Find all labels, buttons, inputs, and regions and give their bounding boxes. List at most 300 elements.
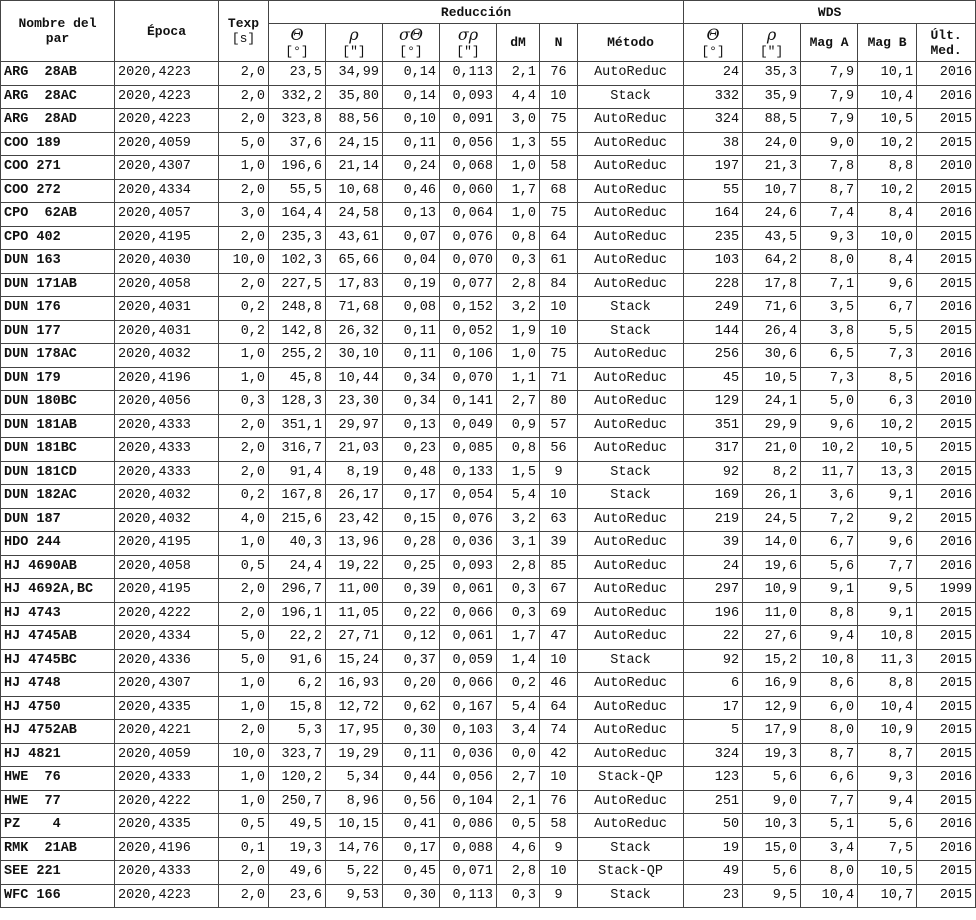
last-measurement-cell: 2016 [917,767,976,791]
method-cell: AutoReduc [578,273,684,297]
wds-rho-cell: 12,9 [743,696,801,720]
header-wds-group: WDS [684,1,976,24]
sigma-rho-cell: 0,052 [440,320,497,344]
rho-cell: 21,14 [326,156,383,180]
epoch-cell: 2020,4195 [115,226,219,250]
sigma-theta-cell: 0,56 [383,790,440,814]
method-cell: AutoReduc [578,673,684,697]
header-dm: dM [497,24,540,62]
header-reduction-group: Reducción [269,1,684,24]
delta-mag-cell: 2,8 [497,555,540,579]
wds-theta-cell: 249 [684,297,743,321]
sigma-rho-cell: 0,093 [440,85,497,109]
theta-cell: 142,8 [269,320,326,344]
exposure-time-cell: 0,1 [219,837,269,861]
wds-theta-unit: [°] [701,43,725,59]
sigma-theta-cell: 0,11 [383,344,440,368]
method-cell: AutoReduc [578,626,684,650]
sigma-rho-cell: 0,091 [440,109,497,133]
header-n: N [540,24,578,62]
epoch-cell: 2020,4058 [115,273,219,297]
epoch-cell: 2020,4307 [115,156,219,180]
rho-cell: 23,42 [326,508,383,532]
n-frames-cell: 67 [540,579,578,603]
sigma-rho-cell: 0,071 [440,861,497,885]
epoch-cell: 2020,4336 [115,649,219,673]
mag-b-cell: 7,5 [858,837,917,861]
sigma-theta-cell: 0,25 [383,555,440,579]
sigma-rho-cell: 0,066 [440,673,497,697]
delta-mag-cell: 1,0 [497,156,540,180]
mag-b-cell: 10,4 [858,696,917,720]
last-measurement-cell: 2015 [917,861,976,885]
header-exposure-time [219,1,269,62]
rho-cell: 8,96 [326,790,383,814]
wds-theta-cell: 92 [684,461,743,485]
theta-cell: 49,6 [269,861,326,885]
method-cell: Stack [578,320,684,344]
header-theta [269,24,326,62]
rho-cell: 19,29 [326,743,383,767]
pair-name-cell: DUN 178AC [1,344,115,368]
last-measurement-cell: 2015 [917,320,976,344]
n-frames-cell: 58 [540,156,578,180]
epoch-cell: 2020,4334 [115,626,219,650]
delta-mag-cell: 1,5 [497,461,540,485]
last-measurement-cell: 2016 [917,367,976,391]
last-measurement-cell: 2015 [917,602,976,626]
exposure-time-cell: 1,0 [219,673,269,697]
sigma-theta-cell: 0,17 [383,837,440,861]
sigma-rho-cell: 0,133 [440,461,497,485]
pair-name-cell: ARG 28AB [1,62,115,86]
epoch-cell: 2020,4032 [115,344,219,368]
sigma-rho-cell: 0,088 [440,837,497,861]
mag-a-cell: 7,7 [801,790,858,814]
pair-name-cell: DUN 182AC [1,485,115,509]
wds-rho-cell: 21,3 [743,156,801,180]
mag-a-cell: 8,7 [801,179,858,203]
n-frames-cell: 56 [540,438,578,462]
rho-cell: 19,22 [326,555,383,579]
header-sigma-theta [383,24,440,62]
delta-mag-cell: 0,3 [497,579,540,603]
wds-theta-cell: 24 [684,62,743,86]
epoch-cell: 2020,4058 [115,555,219,579]
sigma-rho-cell: 0,076 [440,508,497,532]
exposure-time-cell: 2,0 [219,861,269,885]
last-measurement-cell: 2015 [917,884,976,908]
delta-mag-cell: 1,7 [497,179,540,203]
wds-rho-cell: 9,0 [743,790,801,814]
last-measurement-cell: 2016 [917,344,976,368]
mag-b-cell: 9,4 [858,790,917,814]
table-row [1,743,976,767]
mag-a-cell: 7,9 [801,109,858,133]
method-cell: Stack [578,837,684,861]
mag-a-cell: 5,0 [801,391,858,415]
mag-b-cell: 10,0 [858,226,917,250]
mag-b-cell: 6,3 [858,391,917,415]
epoch-cell: 2020,4031 [115,297,219,321]
epoch-cell: 2020,4057 [115,203,219,227]
sigma-rho-cell: 0,054 [440,485,497,509]
mag-a-cell: 10,8 [801,649,858,673]
epoch-cell: 2020,4333 [115,438,219,462]
delta-mag-cell: 1,4 [497,649,540,673]
method-cell: AutoReduc [578,414,684,438]
theta-cell: 22,2 [269,626,326,650]
table-row [1,438,976,462]
sigma-theta-cell: 0,13 [383,414,440,438]
sigma-rho-cell: 0,167 [440,696,497,720]
pair-name-cell: DUN 176 [1,297,115,321]
sigma-theta-cell: 0,11 [383,320,440,344]
theta-cell: 316,7 [269,438,326,462]
theta-symbol: Θ [290,24,304,44]
delta-mag-cell: 0,5 [497,814,540,838]
epoch-cell: 2020,4196 [115,367,219,391]
rho-cell: 26,17 [326,485,383,509]
n-frames-cell: 76 [540,62,578,86]
table-row [1,179,976,203]
last-measurement-cell: 2016 [917,814,976,838]
delta-mag-cell: 0,0 [497,743,540,767]
delta-mag-cell: 2,8 [497,861,540,885]
epoch-cell: 2020,4223 [115,62,219,86]
n-frames-cell: 10 [540,767,578,791]
wds-rho-cell: 8,2 [743,461,801,485]
sigma-theta-cell: 0,22 [383,602,440,626]
method-cell: AutoReduc [578,790,684,814]
method-cell: AutoReduc [578,250,684,274]
table-row [1,391,976,415]
wds-rho-cell: 14,0 [743,532,801,556]
exposure-time-cell: 2,0 [219,226,269,250]
theta-cell: 15,8 [269,696,326,720]
mag-a-cell: 9,1 [801,579,858,603]
wds-theta-cell: 332 [684,85,743,109]
table-row [1,85,976,109]
theta-cell: 167,8 [269,485,326,509]
last-measurement-cell: 2016 [917,85,976,109]
exposure-time-cell: 1,0 [219,156,269,180]
method-cell: AutoReduc [578,696,684,720]
mag-a-cell: 3,8 [801,320,858,344]
table-row [1,790,976,814]
method-cell: AutoReduc [578,226,684,250]
epoch-cell: 2020,4059 [115,743,219,767]
sigma-rho-cell: 0,068 [440,156,497,180]
method-cell: AutoReduc [578,344,684,368]
theta-cell: 6,2 [269,673,326,697]
wds-theta-cell: 103 [684,250,743,274]
epoch-cell: 2020,4195 [115,579,219,603]
sigma-rho-cell: 0,070 [440,250,497,274]
mag-a-cell: 10,2 [801,438,858,462]
method-cell: AutoReduc [578,743,684,767]
n-frames-cell: 10 [540,85,578,109]
wds-rho-cell: 24,6 [743,203,801,227]
mag-b-cell: 10,5 [858,438,917,462]
wds-rho-cell: 5,6 [743,767,801,791]
delta-mag-cell: 2,7 [497,391,540,415]
delta-mag-cell: 3,2 [497,508,540,532]
last-measurement-cell: 2015 [917,226,976,250]
last-measurement-cell: 2015 [917,790,976,814]
last-measurement-cell: 2015 [917,273,976,297]
n-frames-cell: 9 [540,884,578,908]
n-frames-cell: 10 [540,320,578,344]
table-row [1,297,976,321]
wds-theta-cell: 23 [684,884,743,908]
wds-theta-cell: 45 [684,367,743,391]
wds-rho-cell: 24,1 [743,391,801,415]
pair-name-cell: HJ 4752AB [1,720,115,744]
sigma-theta-cell: 0,10 [383,109,440,133]
wds-theta-cell: 351 [684,414,743,438]
sigma-theta-cell: 0,44 [383,767,440,791]
sigma-rho-unit: ["] [456,43,480,59]
method-cell: AutoReduc [578,555,684,579]
theta-cell: 332,2 [269,85,326,109]
delta-mag-cell: 5,4 [497,696,540,720]
pair-name-cell: COO 189 [1,132,115,156]
table-row [1,226,976,250]
pair-name-cell: DUN 181BC [1,438,115,462]
mag-a-cell: 10,4 [801,884,858,908]
table-row [1,156,976,180]
sigma-theta-cell: 0,24 [383,156,440,180]
mag-b-cell: 10,5 [858,861,917,885]
wds-rho-cell: 64,2 [743,250,801,274]
sigma-rho-cell: 0,056 [440,132,497,156]
table-row [1,132,976,156]
theta-cell: 128,3 [269,391,326,415]
epoch-cell: 2020,4335 [115,696,219,720]
sigma-theta-cell: 0,08 [383,297,440,321]
pair-name-cell: DUN 171AB [1,273,115,297]
rho-cell: 34,99 [326,62,383,86]
rho-cell: 88,56 [326,109,383,133]
table-row [1,579,976,603]
last-measurement-cell: 2016 [917,485,976,509]
exposure-time-cell: 1,0 [219,767,269,791]
rho-cell: 29,97 [326,414,383,438]
pair-name-cell: HJ 4821 [1,743,115,767]
sigma-theta-cell: 0,41 [383,814,440,838]
rho-cell: 5,34 [326,767,383,791]
sigma-theta-cell: 0,13 [383,203,440,227]
last-measurement-cell: 2010 [917,156,976,180]
wds-rho-cell: 26,1 [743,485,801,509]
sigma-rho-cell: 0,113 [440,62,497,86]
epoch-cell: 2020,4307 [115,673,219,697]
n-frames-cell: 39 [540,532,578,556]
mag-a-cell: 6,7 [801,532,858,556]
n-frames-cell: 75 [540,109,578,133]
exposure-time-cell: 0,5 [219,555,269,579]
wds-rho-cell: 27,6 [743,626,801,650]
wds-theta-cell: 5 [684,720,743,744]
mag-a-cell: 9,0 [801,132,858,156]
mag-b-cell: 8,7 [858,743,917,767]
mag-a-cell: 6,0 [801,696,858,720]
n-frames-cell: 63 [540,508,578,532]
n-frames-cell: 85 [540,555,578,579]
n-frames-cell: 58 [540,814,578,838]
delta-mag-cell: 0,3 [497,602,540,626]
method-cell: AutoReduc [578,508,684,532]
pair-name-cell: RMK 21AB [1,837,115,861]
sigma-rho-cell: 0,066 [440,602,497,626]
sigma-theta-cell: 0,14 [383,62,440,86]
epoch-cell: 2020,4334 [115,179,219,203]
exposure-time-cell: 2,0 [219,85,269,109]
exposure-time-cell: 2,0 [219,884,269,908]
n-frames-cell: 42 [540,743,578,767]
epoch-cell: 2020,4333 [115,861,219,885]
delta-mag-cell: 2,1 [497,790,540,814]
epoch-cell: 2020,4335 [115,814,219,838]
sigma-theta-cell: 0,30 [383,884,440,908]
exposure-time-cell: 1,0 [219,367,269,391]
theta-cell: 5,3 [269,720,326,744]
n-frames-cell: 74 [540,720,578,744]
theta-cell: 91,4 [269,461,326,485]
rho-cell: 23,30 [326,391,383,415]
last-measurement-cell: 2015 [917,508,976,532]
n-frames-cell: 84 [540,273,578,297]
table-row [1,837,976,861]
mag-a-cell: 7,8 [801,156,858,180]
wds-theta-cell: 50 [684,814,743,838]
rho-cell: 10,68 [326,179,383,203]
method-cell: Stack [578,297,684,321]
delta-mag-cell: 0,8 [497,438,540,462]
exposure-time-cell: 5,0 [219,649,269,673]
sigma-theta-cell: 0,19 [383,273,440,297]
exposure-time-cell: 0,3 [219,391,269,415]
mag-b-cell: 8,8 [858,156,917,180]
theta-cell: 196,6 [269,156,326,180]
wds-rho-cell: 15,0 [743,837,801,861]
theta-cell: 23,5 [269,62,326,86]
mag-b-cell: 10,2 [858,179,917,203]
exposure-time-cell: 1,0 [219,696,269,720]
wds-theta-cell: 164 [684,203,743,227]
n-frames-cell: 75 [540,203,578,227]
last-measurement-cell: 2015 [917,414,976,438]
table-row [1,320,976,344]
n-frames-cell: 10 [540,649,578,673]
rho-symbol: ρ [349,24,359,44]
sigma-theta-cell: 0,39 [383,579,440,603]
exposure-time-cell: 2,0 [219,438,269,462]
exposure-time-cell: 2,0 [219,62,269,86]
last-measurement-cell: 2015 [917,720,976,744]
rho-cell: 14,76 [326,837,383,861]
header-wds-rho [743,24,801,62]
pair-name-cell: COO 271 [1,156,115,180]
theta-cell: 323,8 [269,109,326,133]
rho-cell: 10,15 [326,814,383,838]
mag-b-cell: 9,1 [858,602,917,626]
wds-theta-cell: 38 [684,132,743,156]
theta-cell: 235,3 [269,226,326,250]
exposure-time-cell: 3,0 [219,203,269,227]
epoch-cell: 2020,4333 [115,414,219,438]
mag-b-cell: 8,8 [858,673,917,697]
wds-rho-cell: 11,0 [743,602,801,626]
sigma-rho-cell: 0,059 [440,649,497,673]
header-mag-a: Mag A [801,24,858,62]
mag-a-cell: 8,0 [801,720,858,744]
wds-rho-cell: 30,6 [743,344,801,368]
wds-rho-cell: 35,3 [743,62,801,86]
mag-b-cell: 10,1 [858,62,917,86]
mag-b-cell: 9,6 [858,532,917,556]
sigma-rho-cell: 0,036 [440,532,497,556]
header-texp-unit: [s] [231,31,256,46]
mag-b-cell: 7,7 [858,555,917,579]
pair-name-cell: DUN 179 [1,367,115,391]
mag-b-cell: 10,5 [858,109,917,133]
delta-mag-cell: 1,7 [497,626,540,650]
epoch-cell: 2020,4223 [115,85,219,109]
rho-cell: 17,83 [326,273,383,297]
sigma-rho-cell: 0,070 [440,367,497,391]
mag-a-cell: 3,5 [801,297,858,321]
n-frames-cell: 80 [540,391,578,415]
wds-rho-cell: 88,5 [743,109,801,133]
wds-rho-cell: 10,7 [743,179,801,203]
last-measurement-cell: 2015 [917,132,976,156]
theta-cell: 19,3 [269,837,326,861]
wds-rho-symbol: ρ [766,24,777,44]
method-cell: Stack [578,884,684,908]
mag-b-cell: 5,5 [858,320,917,344]
mag-b-cell: 8,4 [858,250,917,274]
rho-cell: 24,58 [326,203,383,227]
delta-mag-cell: 2,8 [497,273,540,297]
sigma-theta-cell: 0,45 [383,861,440,885]
theta-cell: 164,4 [269,203,326,227]
epoch-cell: 2020,4333 [115,461,219,485]
mag-b-cell: 9,6 [858,273,917,297]
header-method: Método [578,24,684,62]
delta-mag-cell: 1,0 [497,203,540,227]
theta-cell: 49,5 [269,814,326,838]
wds-theta-cell: 169 [684,485,743,509]
epoch-cell: 2020,4195 [115,532,219,556]
n-frames-cell: 46 [540,673,578,697]
epoch-cell: 2020,4223 [115,884,219,908]
wds-theta-cell: 92 [684,649,743,673]
wds-rho-cell: 19,3 [743,743,801,767]
table-row [1,626,976,650]
method-cell: AutoReduc [578,367,684,391]
mag-a-cell: 7,3 [801,367,858,391]
mag-a-cell: 9,6 [801,414,858,438]
method-cell: Stack-QP [578,861,684,885]
table-row [1,602,976,626]
last-measurement-cell: 2015 [917,438,976,462]
sigma-rho-cell: 0,077 [440,273,497,297]
last-measurement-cell: 2016 [917,62,976,86]
exposure-time-cell: 1,0 [219,532,269,556]
sigma-theta-cell: 0,34 [383,391,440,415]
